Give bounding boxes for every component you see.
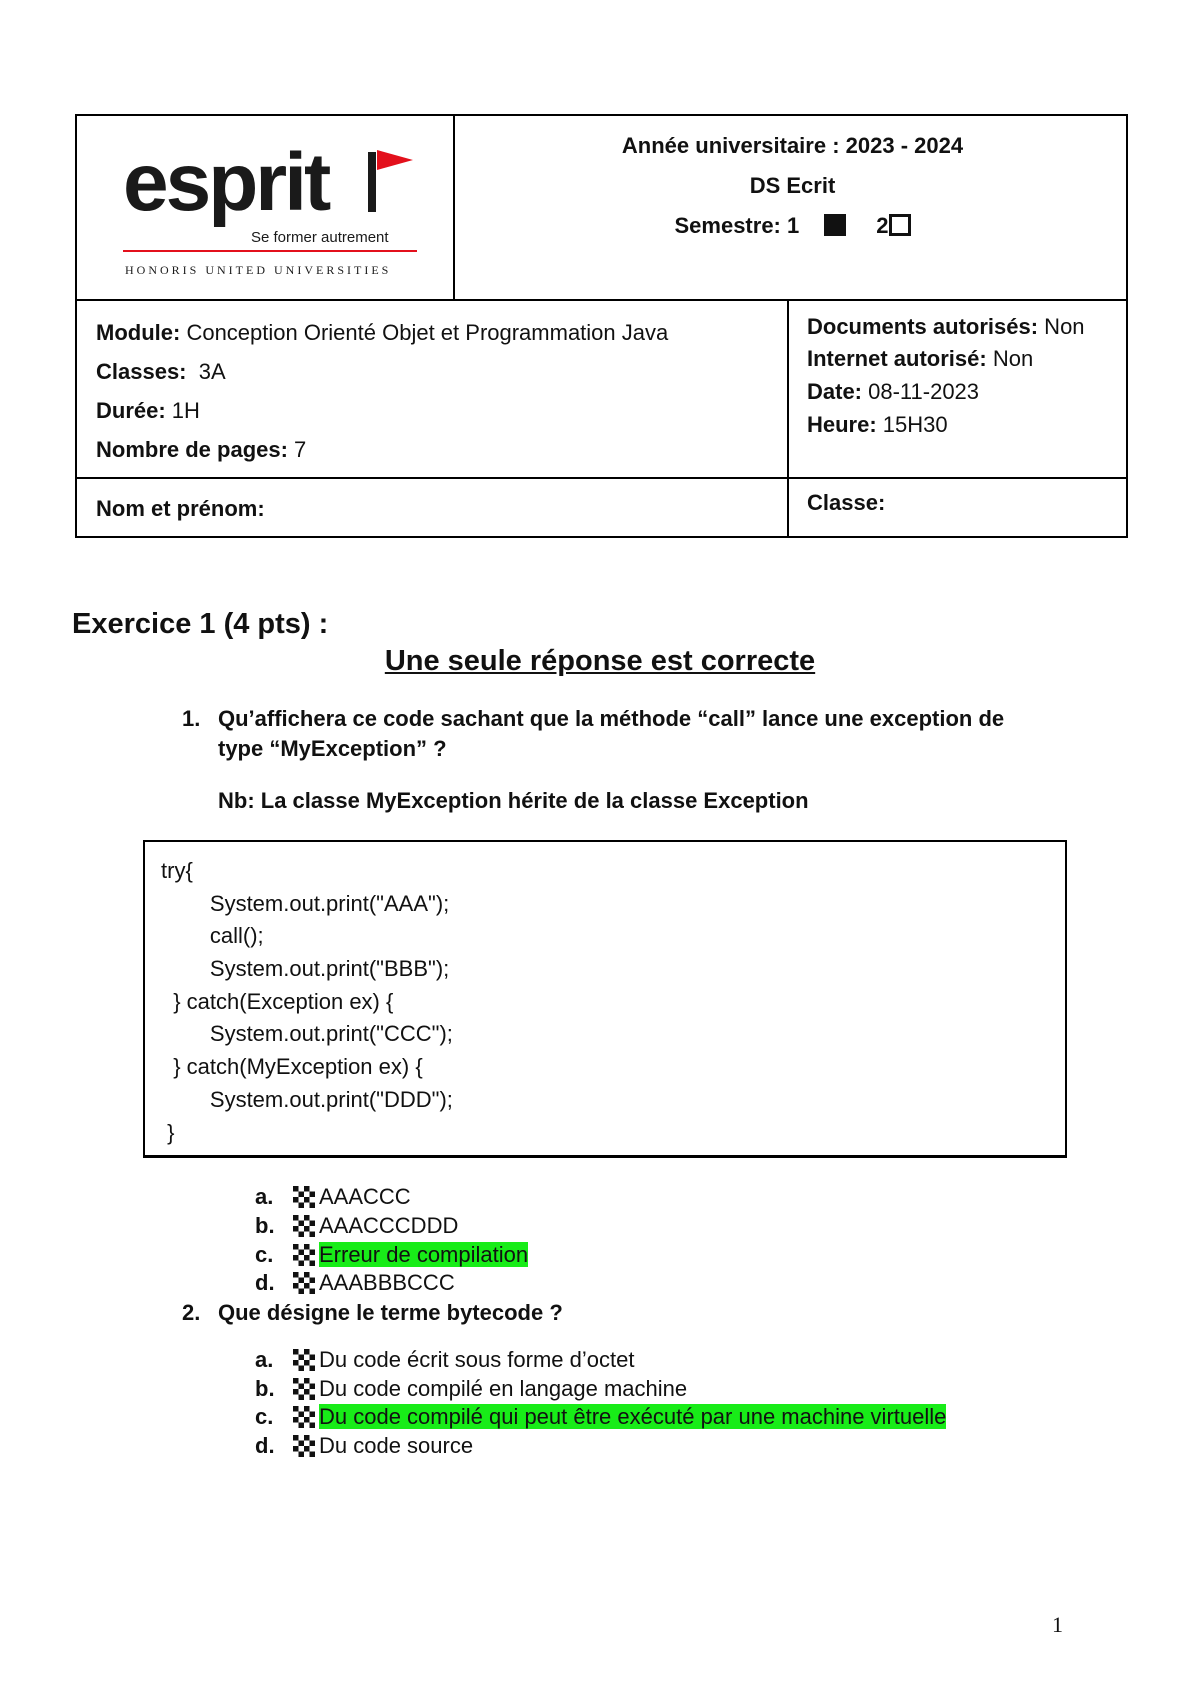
checkerboard-icon: [293, 1186, 315, 1208]
exercise-subtitle: Une seule réponse est correcte: [384, 645, 816, 677]
option-2a[interactable]: a. Du code écrit sous forme d’octet: [255, 1347, 635, 1372]
checkerboard-icon: [293, 1272, 315, 1294]
module-label: Module:: [96, 320, 181, 345]
code-line: try{: [161, 858, 193, 883]
esprit-logo: [123, 137, 423, 277]
option-1a[interactable]: a. AAACCC: [255, 1184, 411, 1209]
question-1-line2: type “MyException” ?: [218, 736, 447, 761]
class-field-label: Classe:: [807, 490, 886, 515]
logo-brand: esprit: [123, 137, 329, 228]
duree-value: 1H: [165, 398, 200, 423]
semester-2-checkbox: [889, 214, 911, 236]
question-1-note: Nb: La classe MyException hérite de la classe Exception: [218, 788, 809, 813]
checkerboard-icon: [293, 1406, 315, 1428]
code-line: System.out.print("AAA");: [161, 890, 450, 916]
code-line: } catch(Exception ex) {: [161, 988, 394, 1014]
pages-value: 7: [287, 437, 307, 462]
heure-label: Heure:: [807, 412, 877, 437]
semester-1-checkbox: [824, 214, 846, 236]
checkerboard-icon: [293, 1349, 315, 1371]
question-1-number: 1.: [182, 706, 201, 731]
question-1-line1: Qu’affichera ce code sachant que la méthode “call” lance une exception de: [218, 706, 1005, 731]
internet-label: Internet autorisé:: [807, 346, 987, 371]
code-block: [143, 840, 1067, 1158]
correct-answer-highlight: Du code compilé qui peut être exécuté par une machine virtuelle: [319, 1404, 947, 1429]
exam-type: DS Ecrit: [749, 173, 836, 198]
checkerboard-icon: [293, 1435, 315, 1457]
pages-label: Nombre de pages:: [96, 437, 288, 462]
heure-value: 15H30: [876, 412, 948, 437]
exam-conditions: [807, 310, 1127, 441]
divider: [77, 477, 1128, 479]
question-2-number: 2.: [182, 1300, 201, 1325]
name-field-label: Nom et prénom:: [96, 496, 265, 521]
classes-value: 3A: [186, 359, 226, 384]
semester-2-label: 2: [876, 213, 889, 238]
duree-label: Durée:: [96, 398, 166, 423]
academic-year: Année universitaire : 2023 - 2024: [621, 133, 964, 158]
exam-header-table: [75, 114, 1128, 538]
page-number: 1: [1052, 1612, 1063, 1637]
question-2-text: Que désigne le terme bytecode ?: [218, 1300, 563, 1325]
code-line: System.out.print("CCC");: [161, 1021, 453, 1047]
code-line: call();: [161, 923, 264, 949]
option-2d[interactable]: d. Du code source: [255, 1433, 474, 1458]
logo-tagline: Se former autrement: [251, 229, 389, 246]
date-label: Date:: [807, 379, 863, 404]
docs-value: Non: [1038, 314, 1085, 339]
divider: [787, 299, 789, 538]
divider: [77, 299, 1128, 301]
question-1-text: [218, 704, 1004, 764]
option-1b[interactable]: b. AAACCCDDD: [255, 1213, 459, 1238]
logo-group: HONORIS UNITED UNIVERSITIES: [125, 263, 392, 277]
module-info: [96, 316, 776, 472]
code-line: } catch(MyException ex) {: [161, 1054, 423, 1080]
checkerboard-icon: [293, 1378, 315, 1400]
date-value: 08-11-2023: [862, 379, 980, 404]
code-line: }: [161, 1119, 175, 1145]
logo-flag-icon: [377, 150, 413, 170]
exam-info: [455, 126, 1130, 246]
classes-label: Classes:: [96, 359, 187, 384]
internet-value: Non: [986, 346, 1034, 371]
code-line: System.out.print("BBB");: [161, 956, 450, 982]
correct-answer-highlight: Erreur de compilation: [319, 1242, 529, 1267]
exercise-title: Exercice 1 (4 pts) :: [72, 608, 329, 640]
semester-row: [455, 206, 1130, 246]
module-value: Conception Orienté Objet et Programmation Java: [180, 320, 669, 345]
checkerboard-icon: [293, 1244, 315, 1266]
code-line: System.out.print("DDD");: [161, 1086, 453, 1112]
docs-label: Documents autorisés:: [807, 314, 1039, 339]
option-1c[interactable]: c. Erreur de compilation: [255, 1242, 529, 1267]
option-2b[interactable]: b. Du code compilé en langage machine: [255, 1376, 688, 1401]
option-1d[interactable]: d. AAABBBCCC: [255, 1270, 455, 1295]
checkerboard-icon: [293, 1215, 315, 1237]
option-2c[interactable]: c. Du code compilé qui peut être exécuté par une machine virtuelle: [255, 1404, 947, 1429]
semester-label: Semestre: 1: [674, 213, 800, 238]
